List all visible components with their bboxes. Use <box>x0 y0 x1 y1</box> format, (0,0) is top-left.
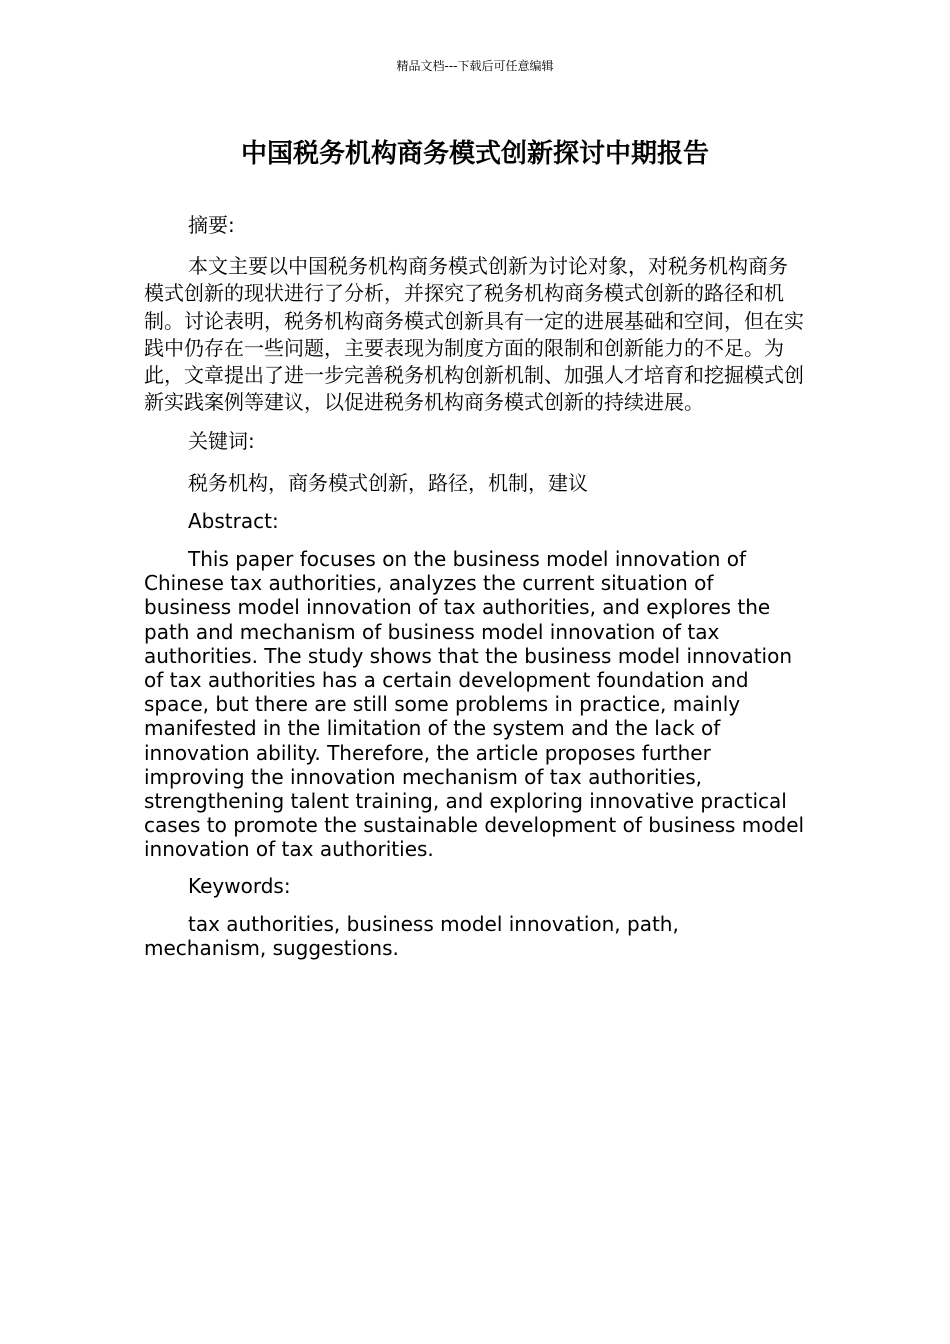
header-note: 精品文档---下载后可任意编辑 <box>396 59 554 73</box>
en-abstract-label: Abstract: <box>188 508 279 533</box>
cn-keywords: 税务机构，商务模式创新，路径，机制，建议 <box>188 470 588 495</box>
cn-keywords-label: 关键词: <box>188 429 255 454</box>
document-title: 中国税务机构商务模式创新探讨中期报告 <box>240 139 709 169</box>
cn-abstract-label: 摘要: <box>188 213 235 237</box>
cn-abstract-text: 本文主要以中国税务机构商务模式创新为讨论对象，对税务机构商务模式创新的现状进行了分析，并探究了税务机构商务模式创新的路径和机制。讨论表明，税务机构商务模式创新具有一定的进展基础和空间，但在实践中仍存在一些问题，主要表现为制度方面的限制和创新能力的不足。为此，文章提出了进一步完善税务机构创新机制、加强人才培育和挖掘模式创新实践案例等建议，以促进税务机构商务模式创新的持续进展。 <box>144 254 804 415</box>
en-abstract-text: This paper focuses on the business model innovation of Chinese tax authorities, analyzes the current situation of business model innovation of tax authorities, and explores the path and mechanism of business model innovation of tax authorities. The study shows that the business model innovation of tax authorities has a certain development foundation and space, but there are still some problems in practice, mainly manifested in the limitation of the system and the lack of innovation ability. Therefore, the article proposes further improving the innovation mechanism of tax authorities, strengthening talent training, and exploring innovative practical cases to promote the sustainable development of business model innovation of tax authorities. <box>144 547 805 862</box>
en-keywords: tax authorities, business model innovation, path, mechanism, suggestions. <box>144 911 679 961</box>
document-body <box>144 212 806 972</box>
en-keywords-label: Keywords: <box>188 873 291 898</box>
